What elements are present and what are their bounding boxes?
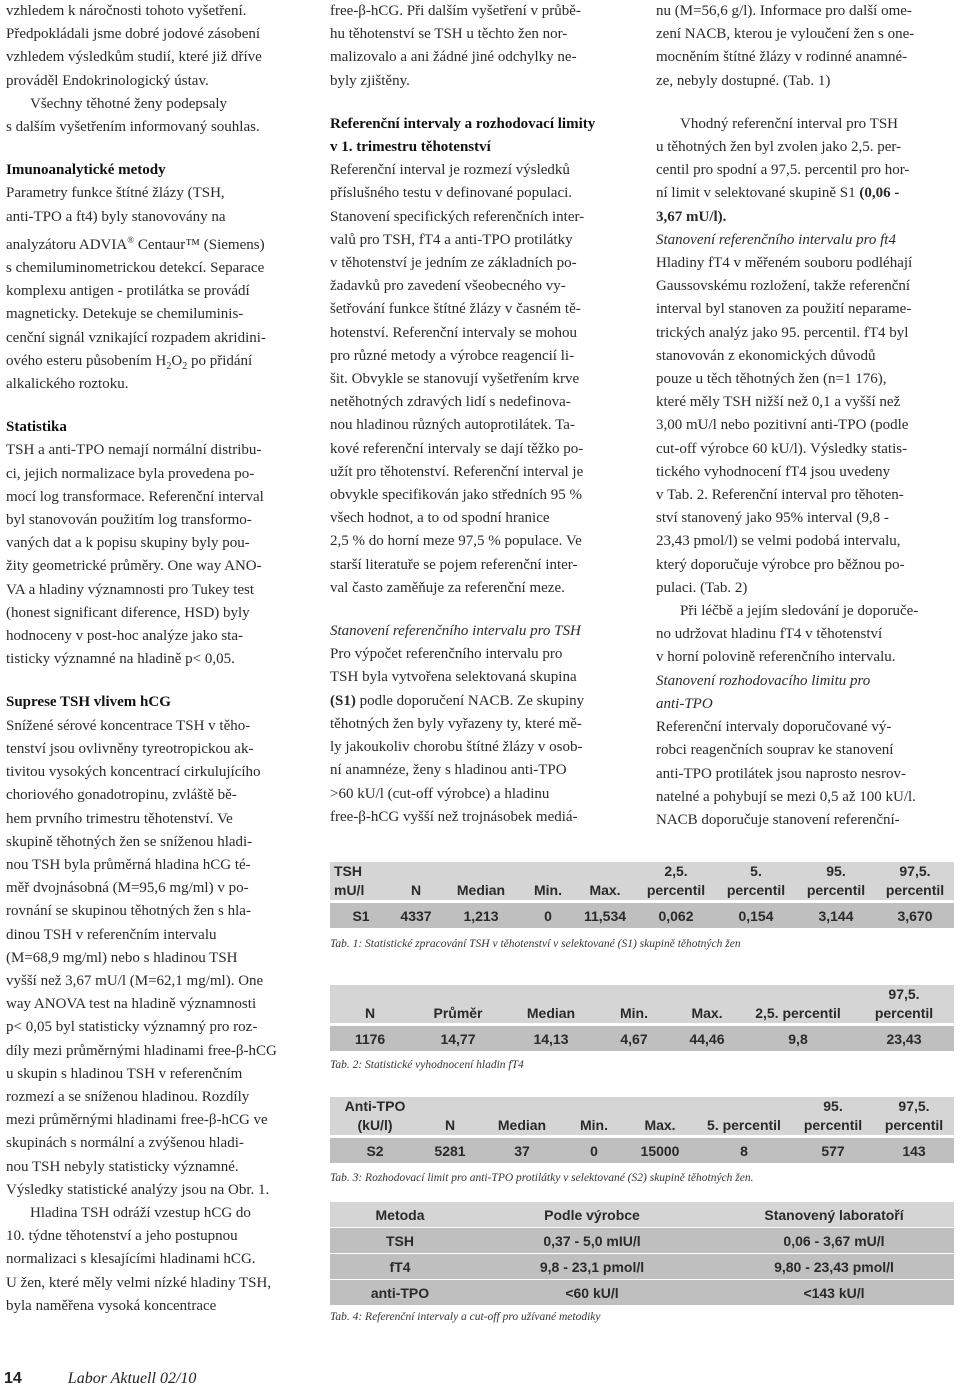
table-3-anti-tpo xyxy=(330,1097,954,1163)
text-line: šetřování funkce štítné žlázy v časném tě- xyxy=(330,301,581,318)
text-line: měř dvojnásobná (M=95,6 mg/ml) v po- xyxy=(6,880,249,897)
table-cell: 0,37 - 5,0 mIU/l xyxy=(470,1228,714,1253)
text-line: stanovován z ekonomických důvodů xyxy=(656,347,876,364)
text-line: Parametry funkce štítné žlázy (TSH, xyxy=(6,185,225,202)
text-line: díly mezi průměrnými hladinami free-β-hCG xyxy=(6,1042,277,1059)
table-header-cell xyxy=(672,985,742,1004)
table-header-cell: (kU/l) xyxy=(330,1116,420,1135)
text-line: nu (M=56,6 g/l). Informace pro další ome- xyxy=(656,3,912,19)
text-line: tického vyhodnocení fT4 jsou uvedeny xyxy=(656,463,891,480)
text-line: mezi průměrnými hladinami free-β-hCG ve xyxy=(6,1112,268,1129)
text-line: analyzátoru ADVIA® Centaur™ (Siemens) xyxy=(6,234,265,253)
column-1 xyxy=(6,0,302,1318)
text-line: Snížené sérové koncentrace TSH v těho- xyxy=(6,717,251,734)
table-header-cell: Median xyxy=(440,881,522,900)
table-cell: 0,06 - 3,67 mU/l xyxy=(714,1228,954,1253)
text-line: prováděl Endokrinologický ústav. xyxy=(6,72,209,89)
text-line: ství stanovený jako 95% interval (9,8 - xyxy=(656,510,889,527)
text-line: Stanovení specifických referenčních inter- xyxy=(330,208,585,225)
table-header-cell: 97,5. xyxy=(874,1097,954,1116)
text-line: šit. Obvykle se stanovují vyšetřením krve xyxy=(330,371,580,388)
text-line: hodnoceny v post-hoc analýze jako sta- xyxy=(6,628,244,645)
table-cell: 11,534 xyxy=(574,903,636,928)
table-header-cell: Max. xyxy=(624,1116,696,1135)
table-header-cell: Min. xyxy=(564,1116,624,1135)
table-header-cell xyxy=(624,1097,696,1116)
table-cell: 37 xyxy=(480,1138,564,1163)
text-line: 2,5 % do horní meze 97,5 % populace. Ve xyxy=(330,533,582,550)
text-line: ového esteru působením $H_2O_2$ po přidání xyxy=(6,352,253,372)
table-header-cell: percentil xyxy=(716,881,796,900)
table-header-cell xyxy=(742,985,854,1004)
table-header-cell: Median xyxy=(480,1116,564,1135)
text-line: TSH byla vytvořena selektovaná skupina xyxy=(330,669,577,686)
text-line: Všechny těhotné ženy podepsaly xyxy=(30,95,228,112)
text-line: s dalším vyšetřením informovaný souhlas. xyxy=(6,119,260,136)
text-line: cenční signál vznikající rozpadem akridini- xyxy=(6,329,266,346)
table-cell: 0 xyxy=(522,903,574,928)
text-line: free-β-hCG. Při dalším vyšetření v průbě- xyxy=(330,3,581,19)
text-line: zení NACB, kterou je vyloučení žen s one- xyxy=(656,26,915,43)
table-cell: 1,213 xyxy=(440,903,522,928)
text-line: Gaussovskému rozložení, takže referenční xyxy=(656,278,911,295)
text-line: Předpokládali jsme dobré jodové zásobení xyxy=(6,26,261,43)
table-row xyxy=(330,1254,954,1279)
text-line: Vhodný referenční interval pro TSH xyxy=(680,115,898,132)
table-header-cell: N xyxy=(330,1004,410,1023)
text-line: malizovalo a ani žádné jiné odchylky ne- xyxy=(330,49,577,66)
section-heading-imunoanalyticke-metody: Imunoanalytické metody xyxy=(6,162,166,179)
table-header-cell: N xyxy=(392,881,440,900)
text-line: netěhotných zdravých lidí s nedefinova- xyxy=(330,394,571,411)
text-line: magneticky. Detekuje se chemiluminis- xyxy=(6,306,244,323)
text-line: anti-TPO protilátek jsou naprosto nesrov- xyxy=(656,765,906,782)
text-line: free-β-hCG vyšší než trojnásobek mediá- xyxy=(330,808,578,825)
table-cell: 0,154 xyxy=(716,903,796,928)
table-cell: <60 kU/l xyxy=(470,1280,714,1305)
table-3-caption: Tab. 3: Rozhodovací limit pro anti-TPO protilátky v selektované (S2) skupině těhotných žen. xyxy=(330,1172,754,1184)
text-line: skupinách s normální a zvýšenou hladi- xyxy=(6,1135,244,1152)
text-line: trických analýz jako 95. percentil. fT4 byl xyxy=(656,324,909,341)
text-line: těhotných žen byly vyřazeny ty, které mě- xyxy=(330,715,582,732)
text-line: Referenční interval je rozmezí výsledků xyxy=(330,162,570,179)
subheading-ft4-interval: Stanovení referenčního intervalu pro ft4 xyxy=(656,231,896,248)
table-header-cell: Min. xyxy=(522,881,574,900)
table-header-cell xyxy=(506,985,596,1004)
text-line: vzhledem k náročnosti tohoto vyšetření. xyxy=(6,3,247,19)
table-row xyxy=(330,1280,954,1305)
table-header-cell: 2,5. xyxy=(636,862,716,881)
text-line: Hladina TSH odráží vzestup hCG do xyxy=(30,1204,251,1221)
text-line: NACB doporučuje stanovení referenční- xyxy=(656,811,900,828)
text-line: natelné a pohybují se mezi 0,5 až 100 kU/l. xyxy=(656,788,916,805)
text-line: nou TSH nebyly statisticky významné. xyxy=(6,1158,239,1175)
text-line: cut-off výrobce 60 kU/l). Výsledky statis- xyxy=(656,440,908,457)
text-line: 10. týdne těhotenství a jeho postupnou xyxy=(6,1228,238,1245)
table-cell: TSH xyxy=(330,1228,470,1253)
text-line: tivitou vysokých koncentrací cirkulujícího xyxy=(6,764,261,781)
text-line: no udržovat hladinu fT4 v těhotenství xyxy=(656,626,883,643)
text-line: mocněním štítné žlázy v rodinné anamné- xyxy=(656,49,908,66)
text-line: way ANOVA test na hladině významnosti xyxy=(6,996,257,1013)
text-line: 23,43 pmol/l) se velmi podobá intervalu, xyxy=(656,533,901,550)
text-line: skupině těhotných žen se sníženou hladi- xyxy=(6,833,253,850)
text-line: všech hodnot, a to od spodní hranice xyxy=(330,510,550,527)
subheading-tsh-interval: Stanovení referenčního intervalu pro TSH xyxy=(330,623,581,640)
text-line: p< 0,05 byl statisticky významný pro roz- xyxy=(6,1019,258,1036)
table-header-cell: Průměr xyxy=(410,1004,506,1023)
text-line: mocí log transformace. Referenční interval xyxy=(6,488,264,505)
table-header-cell: 97,5. xyxy=(876,862,954,881)
table-header-cell: Metoda xyxy=(330,1202,470,1227)
table-header-cell: percentil xyxy=(636,881,716,900)
table-row xyxy=(330,903,954,928)
table-header-cell xyxy=(522,862,574,881)
subheading-anti-tpo-limit-2: anti-TPO xyxy=(656,695,713,712)
table-cell: S1 xyxy=(330,903,392,928)
text-line: 3,00 mU/l nebo pozitivní anti-TPO (podle xyxy=(656,417,909,434)
table-cell: 44,46 xyxy=(672,1026,742,1051)
table-header-cell xyxy=(564,1097,624,1116)
table-2-caption: Tab. 2: Statistické vyhodnocení hladin fT4 xyxy=(330,1059,524,1071)
table-header-cell xyxy=(392,862,440,881)
text-line: choriového gonadotropinu, zvláště bě- xyxy=(6,787,237,804)
text-line: starší literatuře se pojem referenční inter- xyxy=(330,556,578,573)
text-line: v Tab. 2. Referenční interval pro těhoten- xyxy=(656,487,904,504)
text-line: užít pro těhotenství. Referenční interval je xyxy=(330,463,584,480)
section-heading-suprese-tsh: Suprese TSH vlivem hCG xyxy=(6,694,171,711)
text-line: interval byl stanoven za použití neparame- xyxy=(656,301,912,318)
text-line: v horní polovině referenčního intervalu. xyxy=(656,649,896,666)
text-line: ci, jejich normalizace byla provedena po- xyxy=(6,465,255,482)
text-line: rozmezí a se sníženou hladinou. Rozdíly xyxy=(6,1088,250,1105)
table-row xyxy=(330,1026,954,1051)
text-line: TSH a anti-TPO nemají normální distribu- xyxy=(6,442,262,459)
text-line: žadavků pro zavedení všeobecného vy- xyxy=(330,278,566,295)
text-line: ní limit v selektované skupině S1 (0,06 - xyxy=(656,185,900,202)
table-cell: 0 xyxy=(564,1138,624,1163)
text-line: žity geometrické průměry. One way ANO- xyxy=(6,558,262,575)
table-header-cell xyxy=(410,985,506,1004)
table-2-ft4 xyxy=(330,985,954,1051)
table-header-cell xyxy=(330,985,410,1004)
text-line: byl stanovován použitím log transformo- xyxy=(6,512,252,529)
table-cell: 8 xyxy=(696,1138,792,1163)
text-line: u těhotných žen byl zvolen jako 2,5. per- xyxy=(656,139,902,156)
table-cell: 3,144 xyxy=(796,903,876,928)
table-cell: 9,8 - 23,1 pmol/l xyxy=(470,1254,714,1279)
text-line: 3,67 mU/l). xyxy=(656,208,727,225)
text-line: pulaci. (Tab. 2) xyxy=(656,579,748,596)
text-line: Referenční intervaly doporučované vý- xyxy=(656,719,892,736)
table-header-cell: Max. xyxy=(574,881,636,900)
table-header-cell xyxy=(696,1097,792,1116)
text-line: (honest significant diference, HSD) byly xyxy=(6,604,250,621)
table-cell: 3,670 xyxy=(876,903,954,928)
table-header-cell: 97,5. xyxy=(854,985,954,1004)
column-3 xyxy=(656,0,954,832)
table-cell: 4337 xyxy=(392,903,440,928)
page-footer xyxy=(4,1370,196,1388)
page-number: 14 xyxy=(4,1370,22,1387)
text-line: ní anamnéze, ženy s hladinou anti-TPO xyxy=(330,762,567,779)
text-line: Při léčbě a jejím sledování je doporuče- xyxy=(680,603,919,620)
table-cell: 14,13 xyxy=(506,1026,596,1051)
text-line: valů pro TSH, fT4 a anti-TPO protilátky xyxy=(330,231,573,248)
table-header-cell: mU/l xyxy=(330,881,392,900)
table-4-caption: Tab. 4: Referenční intervaly a cut-off pro užívané metodiky xyxy=(330,1311,601,1323)
column-2 xyxy=(330,0,630,829)
text-line: (M=68,9 mg/ml) nebo s hladinou TSH xyxy=(6,949,238,966)
table-header-cell xyxy=(480,1097,564,1116)
text-line: rovnání se skupinou těhotných žen s hla- xyxy=(6,903,251,920)
text-line: >60 kU/l (cut-off výrobce) a hladinu xyxy=(330,785,550,802)
table-header-cell: 95. xyxy=(796,862,876,881)
section-heading-referencni-intervaly: Referenční intervaly a rozhodovací limity xyxy=(330,115,596,132)
table-cell: 143 xyxy=(874,1138,954,1163)
text-line: vaných dat a k popisu skupiny byly pou- xyxy=(6,535,250,552)
table-header-cell: Podle výrobce xyxy=(470,1202,714,1227)
text-line: ze, nebyly dostupné. (Tab. 1) xyxy=(656,72,831,89)
text-line: vzhledem výsledkům studií, které již dříve xyxy=(6,49,262,66)
table-cell: 9,80 - 23,43 pmol/l xyxy=(714,1254,954,1279)
text-line: nou TSH byla průměrná hladina hCG té- xyxy=(6,856,251,873)
table-row xyxy=(330,1228,954,1253)
text-line: Pro výpočet referenčního intervalu pro xyxy=(330,646,563,663)
text-line: vyšší než 3,67 mU/l (M=62,1 mg/ml). One xyxy=(6,972,264,989)
section-heading-statistika: Statistika xyxy=(6,419,67,436)
section-heading-referencni-intervaly-2: v 1. trimestru těhotenství xyxy=(330,139,491,156)
text-line: které měly TSH nižší než 0,1 a vyšší než xyxy=(656,394,901,411)
table-row xyxy=(330,1138,954,1163)
table-header-cell: percentil xyxy=(874,1116,954,1135)
text-line: ly jakoukoliv chorobu štítné žlázy v osob- xyxy=(330,739,583,756)
table-1-caption: Tab. 1: Statistické zpracování TSH v těhotenství v selektované (S1) skupině těhotných žen xyxy=(330,938,741,950)
text-line: hotenství. Referenční intervaly se mohou xyxy=(330,324,578,341)
table-header-cell xyxy=(440,862,522,881)
table-header-cell: Stanovený laboratoří xyxy=(714,1202,954,1227)
table-header-cell: Anti-TPO xyxy=(330,1097,420,1116)
table-header-cell: N xyxy=(420,1116,480,1135)
table-cell: 577 xyxy=(792,1138,874,1163)
text-line: (S1) podle doporučení NACB. Ze skupiny xyxy=(330,692,585,709)
text-line: byly zjištěny. xyxy=(330,72,410,89)
text-line: pro různé metody a výrobce reagencií li- xyxy=(330,347,575,364)
table-cell: 0,062 xyxy=(636,903,716,928)
table-header-cell xyxy=(596,985,672,1004)
table-header-cell: percentil xyxy=(876,881,954,900)
text-line: hu těhotenství se TSH u těchto žen nor- xyxy=(330,26,568,43)
text-line: pouze u těch těhotných žen (n=1 176), xyxy=(656,371,887,388)
text-line: byla naměřena vysoká koncentrace xyxy=(6,1297,217,1314)
table-header-row xyxy=(330,1202,954,1227)
table-header-cell: percentil xyxy=(854,1004,954,1023)
table-4-reference-intervals xyxy=(330,1202,954,1305)
text-line: nou hladinou různých autoprotilátek. Ta- xyxy=(330,417,575,434)
table-cell: 15000 xyxy=(624,1138,696,1163)
table-cell: anti-TPO xyxy=(330,1280,470,1305)
table-cell: 1176 xyxy=(330,1026,410,1051)
table-header-cell xyxy=(420,1097,480,1116)
text-line: U žen, které měly velmi nízké hladiny TSH, xyxy=(6,1274,272,1291)
subheading-anti-tpo-limit: Stanovení rozhodovacího limitu pro xyxy=(656,672,871,689)
table-cell: 5281 xyxy=(420,1138,480,1163)
table-cell: 14,77 xyxy=(410,1026,506,1051)
table-header-cell: percentil xyxy=(792,1116,874,1135)
text-line: dinou TSH v referenčním intervalu xyxy=(6,926,217,943)
text-line: který doporučuje výrobce pro běžnou po- xyxy=(656,556,905,573)
text-line: u skupin s hladinou TSH v referenčním xyxy=(6,1065,243,1082)
text-line: tenství jsou ovlivněny tyreotropickou ak- xyxy=(6,740,254,757)
table-cell: fT4 xyxy=(330,1254,470,1279)
text-line: hem prvního trimestru těhotenství. Ve xyxy=(6,810,233,827)
table-header-cell: Min. xyxy=(596,1004,672,1023)
text-line: Výsledky statistické analýzy jsou na Obr. 1. xyxy=(6,1181,270,1198)
text-line: v těhotenství je jedním ze základních po- xyxy=(330,255,577,272)
table-header-cell: 2,5. percentil xyxy=(742,1004,854,1023)
text-line: s chemiluminometrickou detekcí. Separace xyxy=(6,260,265,277)
text-line: val často zaměňuje za referenční meze. xyxy=(330,579,565,596)
table-cell: 4,67 xyxy=(596,1026,672,1051)
table-cell: S2 xyxy=(330,1138,420,1163)
text-line: příslušného testu v definované populaci. xyxy=(330,185,573,202)
table-1-tsh xyxy=(330,862,954,928)
table-header-cell: TSH xyxy=(330,862,392,881)
table-cell: 23,43 xyxy=(854,1026,954,1051)
text-line: normalizaci s klesajícími hladinami hCG. xyxy=(6,1251,256,1268)
table-header-cell: 95. xyxy=(792,1097,874,1116)
table-header-cell: Max. xyxy=(672,1004,742,1023)
text-line: anti-TPO a ft4) byly stanovovány na xyxy=(6,208,226,225)
table-header-cell xyxy=(574,862,636,881)
text-line: robci reagenčních souprav ke stanovení xyxy=(656,742,894,759)
text-line: centil pro spodní a 97,5. percentil pro hor- xyxy=(656,162,910,179)
text-line: VA a hladiny významnosti pro Tukey test xyxy=(6,581,255,598)
table-header-cell: percentil xyxy=(796,881,876,900)
table-cell: <143 kU/l xyxy=(714,1280,954,1305)
magazine-title: Labor Aktuell 02/10 xyxy=(67,1370,197,1387)
text-line: obvykle specifikován jako středních 95 % xyxy=(330,487,583,504)
table-cell: 9,8 xyxy=(742,1026,854,1051)
table-header-cell: Median xyxy=(506,1004,596,1023)
text-line: Hladiny fT4 v měřeném souboru podléhají xyxy=(656,255,913,272)
table-header-cell: 5. percentil xyxy=(696,1116,792,1135)
text-line: alkalického roztoku. xyxy=(6,376,129,393)
text-line: tisticky významné na hladině p< 0,05. xyxy=(6,651,235,668)
table-header-cell: 5. xyxy=(716,862,796,881)
text-line: komplexu antigen - protilátka se provádí xyxy=(6,283,250,300)
text-line: kové referenční intervaly se dají těžko po- xyxy=(330,440,584,457)
